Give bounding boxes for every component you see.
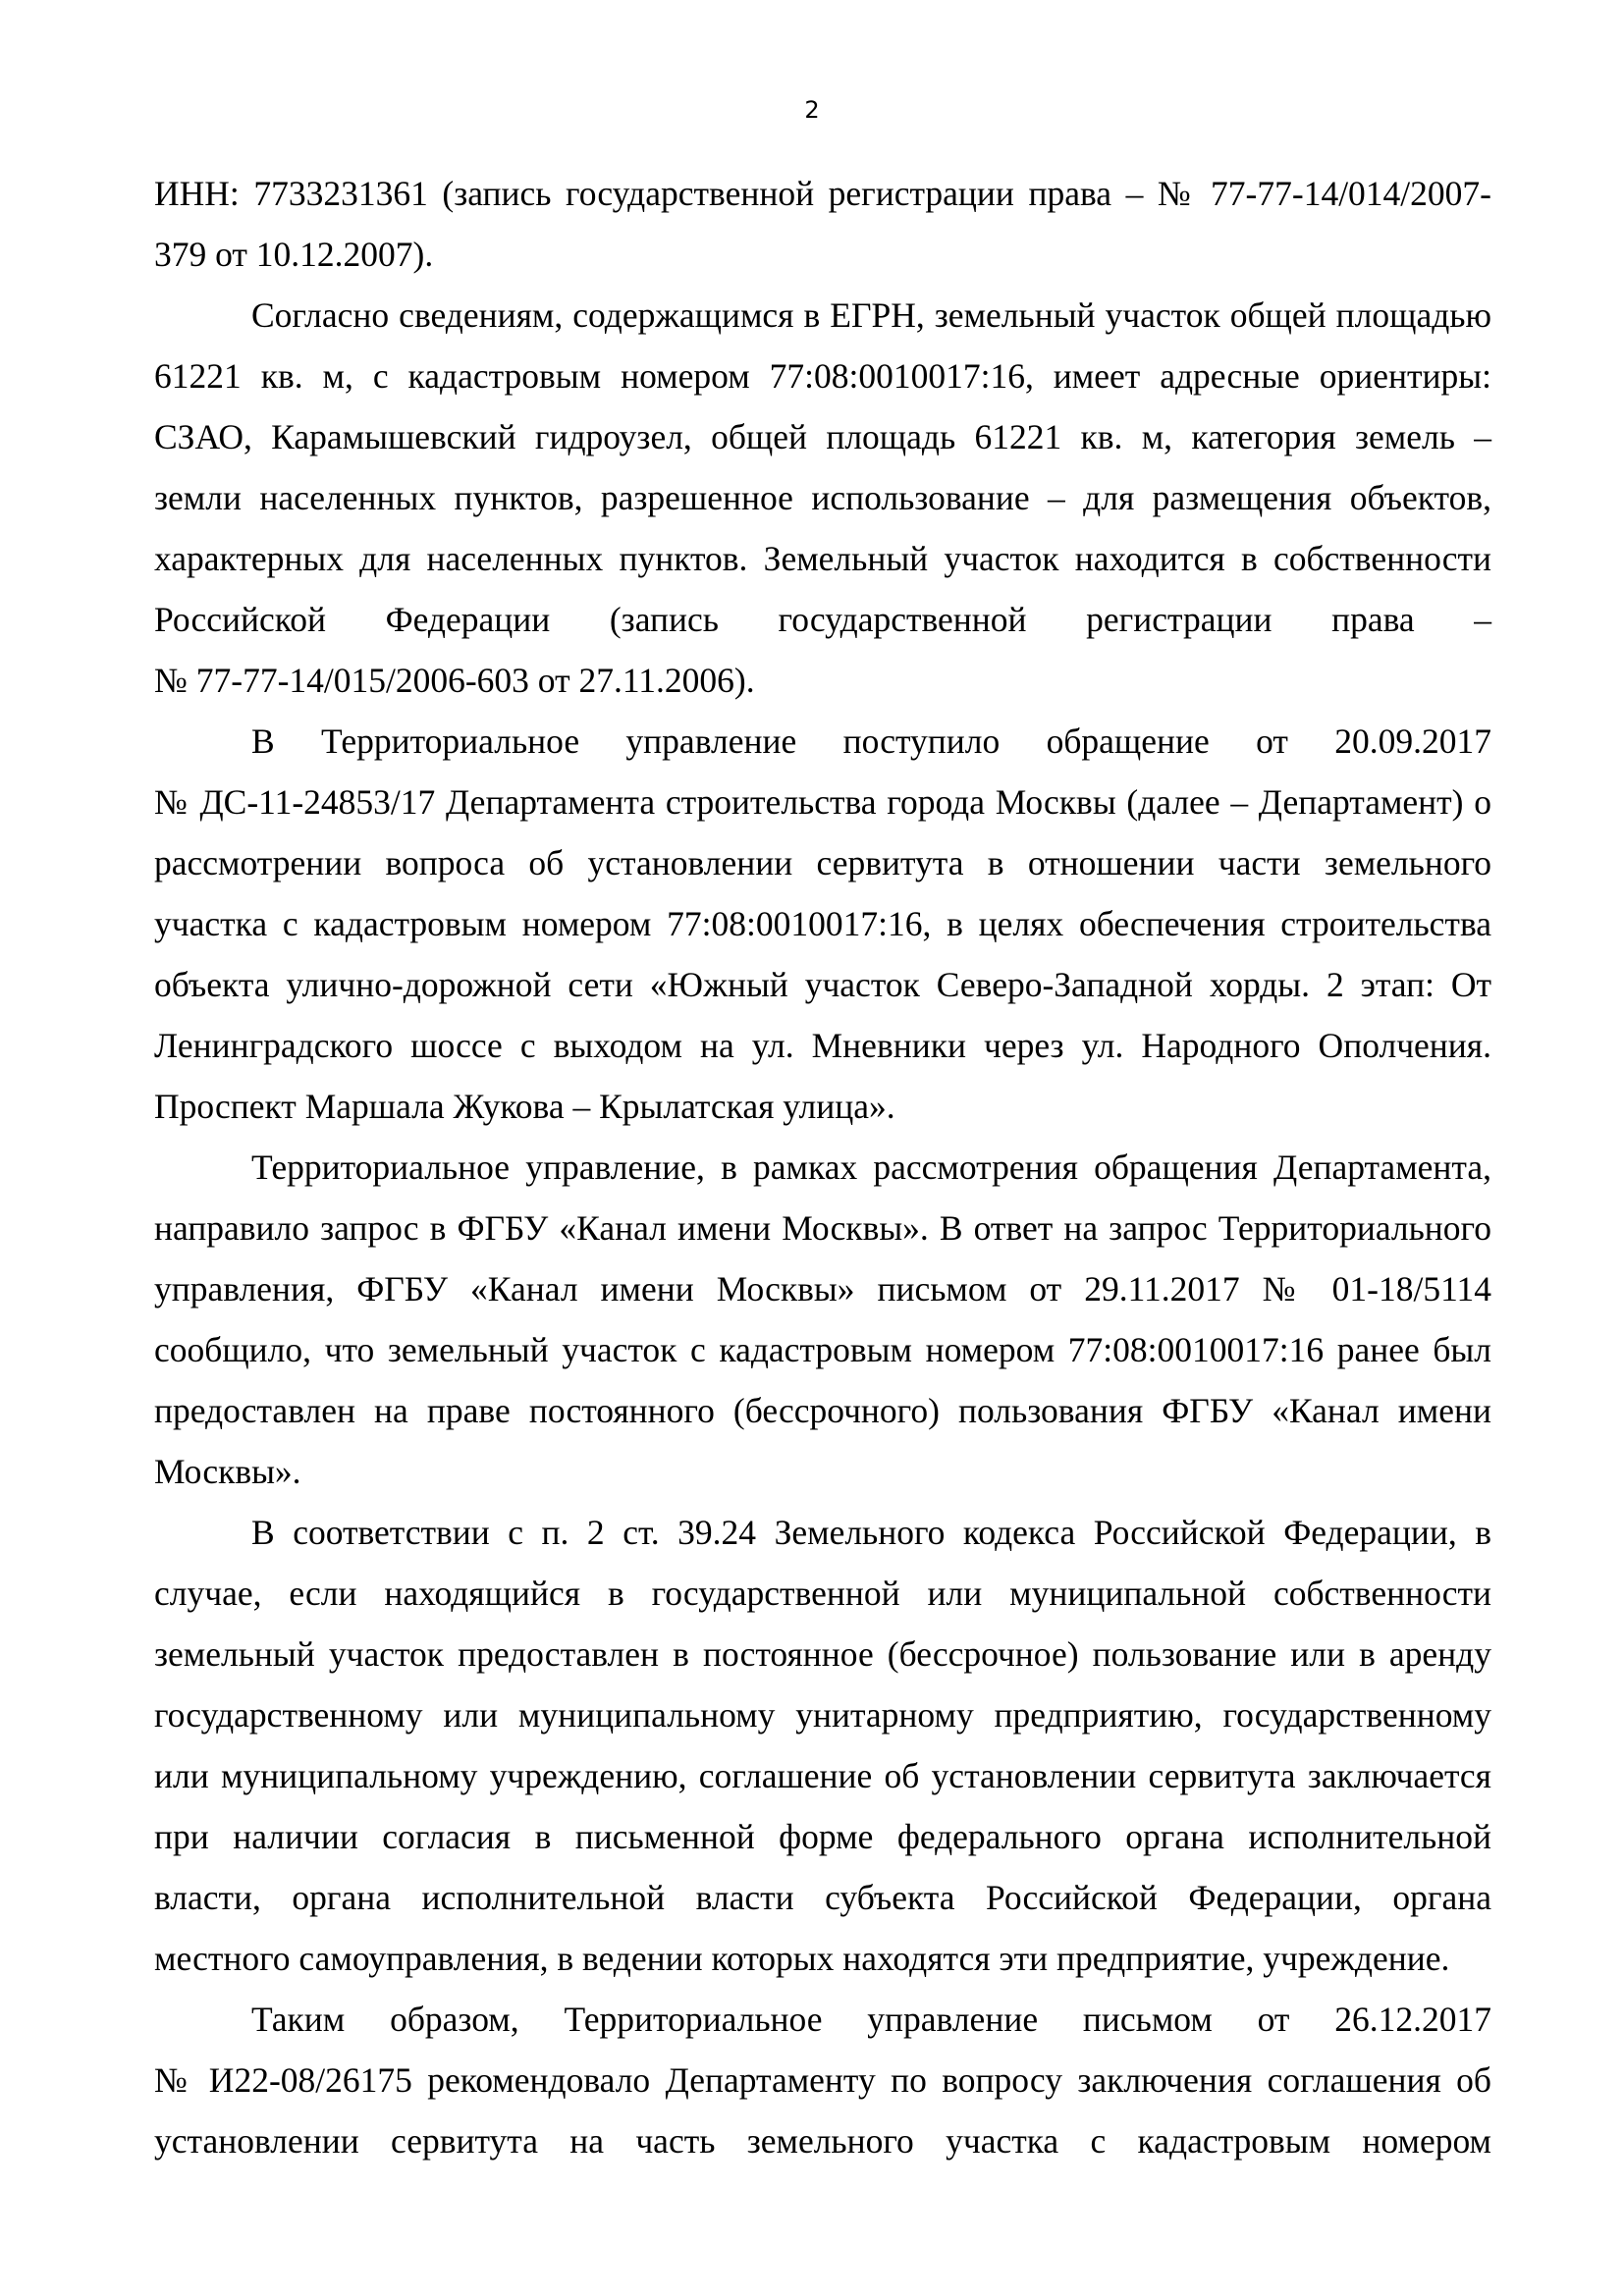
paragraph-request	[154, 1137, 1491, 1502]
text-line: Территориальное управление, в рамках рассмотрения обращения Департамента,	[251, 1148, 1491, 1187]
text-line: № 77-77-14/015/2006-603 от 27.11.2006).	[154, 661, 755, 700]
text-line: земли населенных пунктов, разрешенное использование – для размещения объектов,	[154, 478, 1491, 517]
text-line: № И22-08/26175 рекомендовало Департаменту по вопросу заключения соглашения об	[154, 2060, 1491, 2100]
paragraph-land-code	[154, 1502, 1491, 1989]
text-line: или муниципальному учреждению, соглашение об установлении сервитута заключается	[154, 1756, 1491, 1795]
text-line: 61221 кв. м, с кадастровым номером 77:08:0010017:16, имеет адресные ориентиры:	[154, 356, 1491, 396]
text-line: сообщило, что земельный участок с кадастровым номером 77:08:0010017:16 ранее был	[154, 1330, 1491, 1369]
paragraph-appeal	[154, 711, 1491, 1137]
text-line: Российской Федерации (запись государственной регистрации права –	[154, 600, 1491, 639]
text-line: СЗАО, Карамышевский гидроузел, общей площадь 61221 кв. м, категория земель –	[154, 417, 1491, 456]
text-line: Таким образом, Территориальное управление письмом от 26.12.2017	[251, 2000, 1491, 2039]
text-line: объекта улично-дорожной сети «Южный участок Северо-Западной хорды. 2 этап: От	[154, 965, 1491, 1004]
text-line: земельный участок предоставлен в постоянное (бессрочное) пользование или в аренду	[154, 1634, 1491, 1674]
page-number: 2	[804, 96, 820, 124]
paragraph-egrn-info	[154, 285, 1491, 711]
text-line: случае, если находящийся в государственной или муниципальной собственности	[154, 1574, 1491, 1613]
paragraph-recommendation	[154, 1989, 1491, 2171]
text-line: рассмотрении вопроса об установлении сервитута в отношении части земельного	[154, 843, 1491, 882]
text-line: В соответствии с п. 2 ст. 39.24 Земельного кодекса Российской Федерации, в	[251, 1513, 1491, 1552]
text-line: Москвы».	[154, 1452, 301, 1491]
text-line: установлении сервитута на часть земельного участка с кадастровым номером	[154, 2121, 1491, 2161]
text-line: предоставлен на праве постоянного (бессрочного) пользования ФГБУ «Канал имени	[154, 1391, 1491, 1430]
paragraph-inn-continuation	[154, 163, 1491, 285]
text-line: № ДС-11-24853/17 Департамента строительства города Москвы (далее – Департамент) о	[154, 782, 1491, 822]
text-line: участка с кадастровым номером 77:08:0010017:16, в целях обеспечения строительства	[154, 904, 1491, 943]
text-line: 379 от 10.12.2007).	[154, 235, 434, 274]
text-line: характерных для населенных пунктов. Земельный участок находится в собственности	[154, 539, 1491, 578]
text-line: В Территориальное управление поступило обращение от 20.09.2017	[251, 721, 1491, 761]
text-line: власти, органа исполнительной власти субъекта Российской Федерации, органа	[154, 1878, 1491, 1917]
text-line: направило запрос в ФГБУ «Канал имени Москвы». В ответ на запрос Территориального	[154, 1208, 1491, 1248]
text-line: Ленинградского шоссе с выходом на ул. Мневники через ул. Народного Ополчения.	[154, 1026, 1491, 1065]
text-line: при наличии согласия в письменной форме федерального органа исполнительной	[154, 1817, 1491, 1856]
text-line: местного самоуправления, в ведении которых находятся эти предприятие, учреждение.	[154, 1939, 1450, 1978]
text-line: Согласно сведениям, содержащимся в ЕГРН, земельный участок общей площадью	[251, 295, 1491, 335]
text-line: Проспект Маршала Жукова – Крылатская улица».	[154, 1087, 895, 1126]
text-line: ИНН: 7733231361 (запись государственной регистрации права – № 77-77-14/014/2007-	[154, 174, 1491, 213]
text-line: государственному или муниципальному унитарному предприятию, государственному	[154, 1695, 1491, 1735]
text-line: управления, ФГБУ «Канал имени Москвы» письмом от 29.11.2017 № 01-18/5114	[154, 1269, 1491, 1308]
document-body	[154, 163, 1491, 2171]
